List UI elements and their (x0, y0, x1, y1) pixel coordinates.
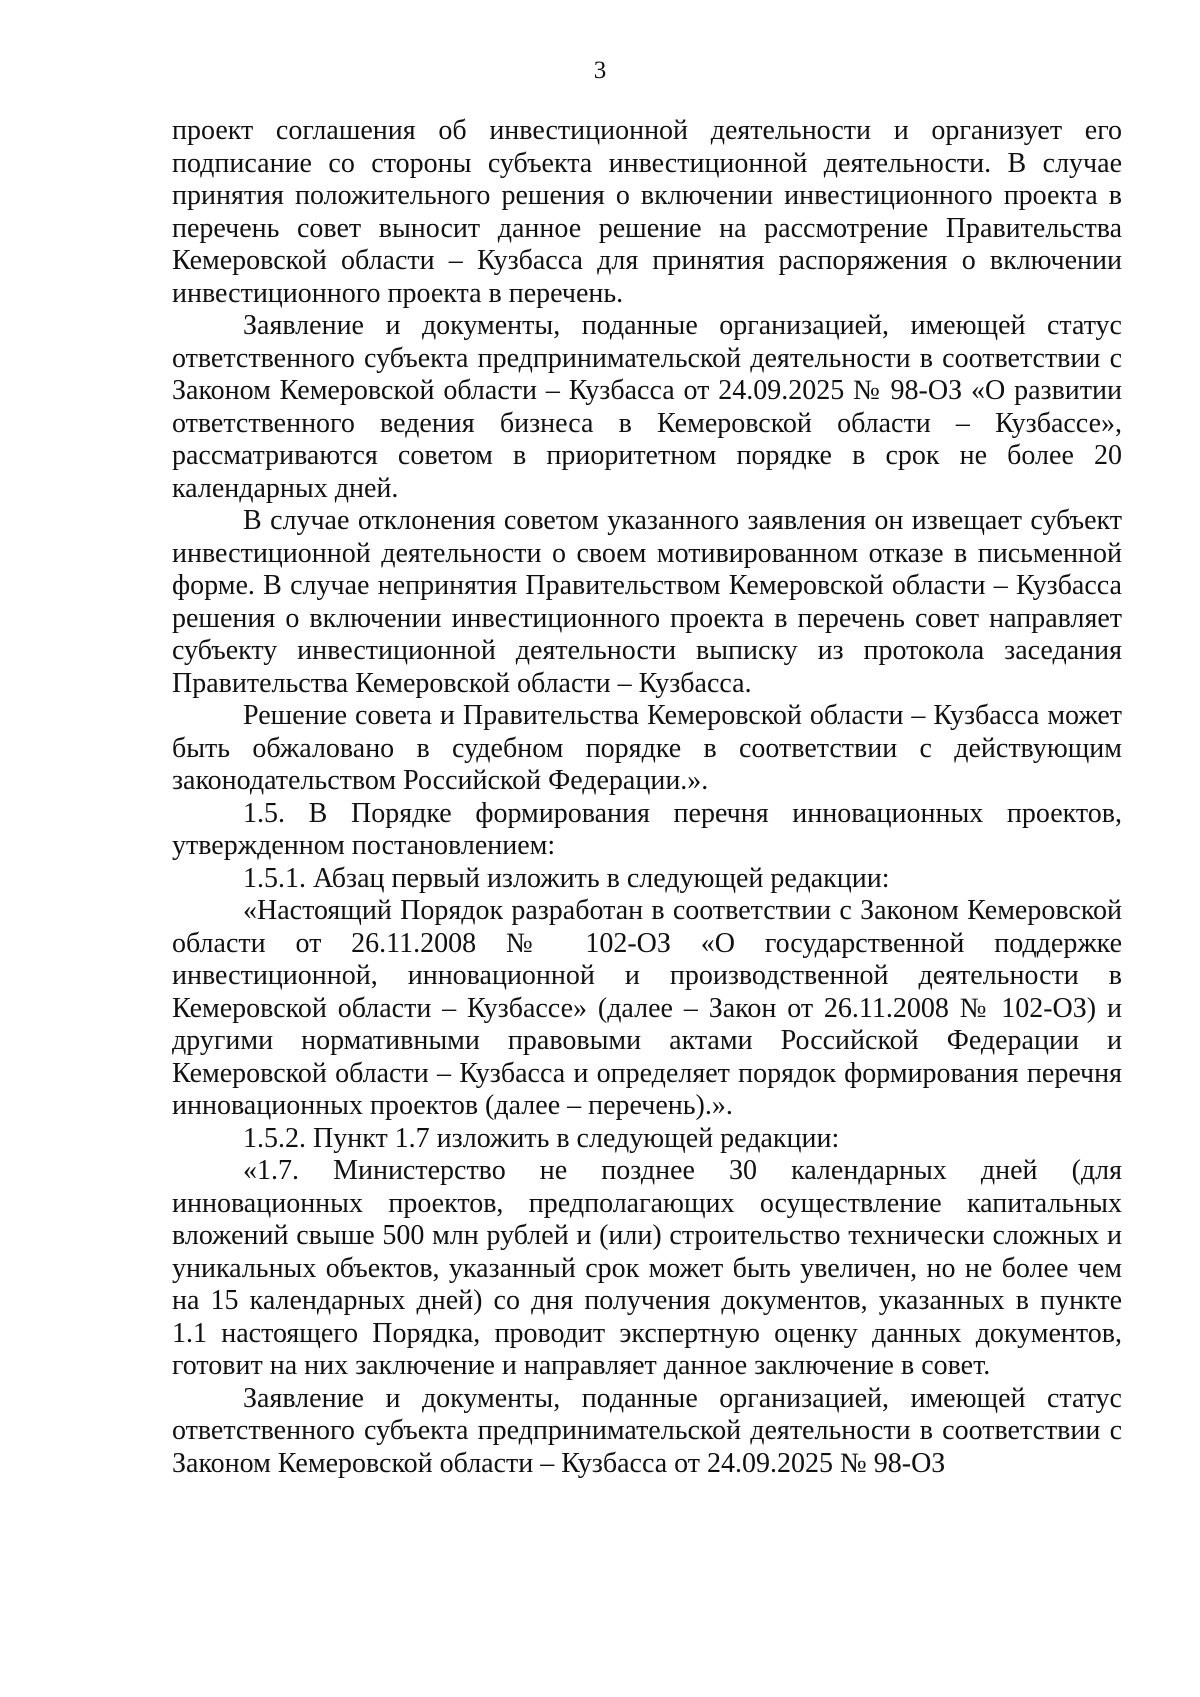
paragraph-2: Заявление и документы, поданные организацией, имеющей статус ответственного субъекта предпринимательской деятельности в соответствии с Законом Кемеровской области – Кузбасса от 24.09.2025 № 98-ОЗ «О развитии ответственного ведения бизнеса в Кемеровской области – Кузбассе», рассматриваются советом в приоритетном порядке в срок не более 20 календарных дней. (172, 310, 1122, 504)
paragraph-7: «Настоящий Порядок разработан в соответствии с Законом Кемеровской области от 26.11.2008 № 102-ОЗ «О государственной поддержке инвестиционной, инновационной и производственной деятельности в Кемеровской области – Кузбассе» (далее – Закон от 26.11.2008 № 102-ОЗ) и другими нормативными правовыми актами Российской Федерации и Кемеровской области – Кузбасса и определяет порядок формирования перечня инновационных проектов (далее – перечень).». (172, 895, 1122, 1121)
paragraph-3: В случае отклонения советом указанного заявления он извещает субъект инвестиционной деятельности о своем мотивированном отказе в письменной форме. В случае непринятия Правительством Кемеровской области – Кузбасса решения о включении инвестиционного проекта в перечень совет направляет субъекту инвестиционной деятельности выписку из протокола заседания Правительства Кемеровской области – Кузбасса. (172, 505, 1122, 699)
paragraph-8: 1.5.2. Пункт 1.7 изложить в следующей редакции: (243, 1122, 840, 1154)
paragraph-9: «1.7. Министерство не позднее 30 календарных дней (для инновационных проектов, предполагающих осуществление капитальных вложений свыше 500 млн рублей и (или) строительство технически сложных и уникальных объектов, указанный срок может быть увеличен, но не более чем на 15 календарных дней) со дня получения документов, указанных в пункте 1.1 настоящего Порядка, проводит экспертную оценку данных документов, готовит на них заключение и направляет данное заключение в совет. (172, 1155, 1122, 1381)
paragraph-4: Решение совета и Правительства Кемеровской области – Кузбасса может быть обжаловано в судебном порядке в соответствии с действующим законодательством Российской Федерации.». (172, 700, 1122, 796)
document-body (172, 115, 1122, 1480)
page-number: 3 (593, 57, 607, 84)
paragraph-5: 1.5. В Порядке формирования перечня инновационных проектов, утвержденном постановлением: (172, 797, 1122, 861)
paragraph-6: 1.5.1. Абзац первый изложить в следующей редакции: (243, 862, 890, 894)
paragraph-1: проект соглашения об инвестиционной деятельности и организует его подписание со стороны субъекта инвестиционной деятельности. В случае принятия положительного решения о включении инвестиционного проекта в перечень совет выносит данное решение на рассмотрение Правительства Кемеровской области – Кузбасса для принятия распоряжения о включении инвестиционного проекта в перечень. (172, 115, 1122, 309)
paragraph-10: Заявление и документы, поданные организацией, имеющей статус ответственного субъекта предпринимательской деятельности в соответствии с Законом Кемеровской области – Кузбасса от 24.09.2025 № 98-ОЗ (172, 1382, 1122, 1479)
